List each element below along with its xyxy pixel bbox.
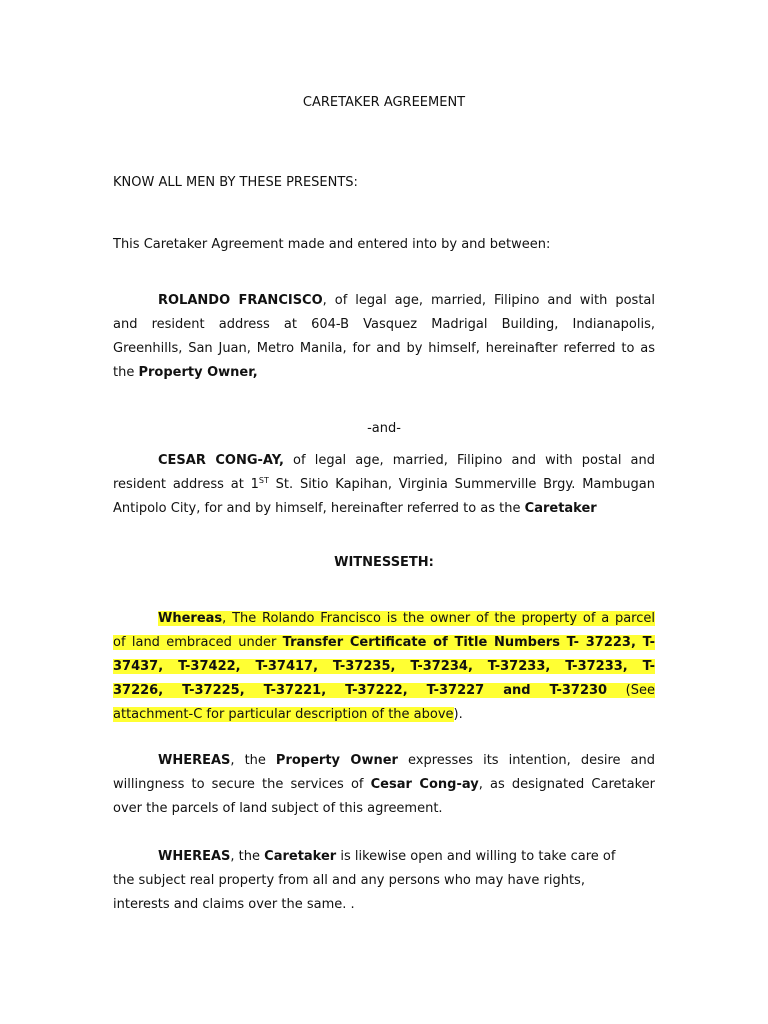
intro-line: This Caretaker Agreement made and entered into by and between: (113, 237, 551, 252)
caretaker-line-1: CESAR CONG-AY, of legal age, married, Filipino and with postal and (158, 453, 656, 468)
whereas2-line-3: over the parcels of land subject of this agreement. (113, 801, 443, 816)
owner-line-3: Greenhills, San Juan, Metro Manila, for and by himself, hereinafter referred to as (113, 341, 655, 356)
and-separator: -and- (367, 421, 401, 436)
owner-line-4: the Property Owner, (113, 365, 258, 380)
document-title: CARETAKER AGREEMENT (302, 95, 466, 110)
owner-name: ROLANDO FRANCISCO (158, 293, 323, 308)
caretaker-name: CESAR CONG-AY, (158, 453, 284, 468)
whereas1-line-3: 37437, T-37422, T-37417, T-37235, T-37234, T-37233, T-37233, T- (113, 659, 655, 674)
whereas3-line-1: WHEREAS, the Caretaker is likewise open and willing to take care of (158, 849, 616, 864)
whereas1-line-2: of land embraced under Transfer Certificate of Title Numbers T- 37223, T- (113, 635, 655, 650)
owner-line-1: ROLANDO FRANCISCO, of legal age, married, Filipino and with postal (158, 293, 655, 308)
whereas1-line-1: Whereas, The Rolando Francisco is the owner of the property of a parcel (158, 611, 655, 626)
caretaker-line-2: resident address at 1ST St. Sitio Kapihan, Virginia Summerville Brgy. Mambugan (113, 476, 655, 492)
whereas2-line-1: WHEREAS, the Property Owner expresses its intention, desire and (158, 753, 655, 768)
preamble: KNOW ALL MEN BY THESE PRESENTS: (113, 175, 358, 190)
witnesseth-heading: WITNESSETH: (334, 555, 434, 570)
whereas1-line-5: attachment-C for particular description of the above). (113, 707, 463, 722)
whereas3-line-2: the subject real property from all and any persons who may have rights, (113, 873, 585, 888)
caretaker-line-3: Antipolo City, for and by himself, hereinafter referred to as the Caretaker (113, 501, 597, 516)
whereas2-line-2: willingness to secure the services of Cesar Cong-ay, as designated Caretaker (113, 777, 655, 792)
owner-line-2: and resident address at 604-B Vasquez Madrigal Building, Indianapolis, (113, 317, 655, 332)
whereas1-line-4: 37226, T-37225, T-37221, T-37222, T-37227 and T-37230 (See (113, 683, 655, 698)
whereas3-line-3: interests and claims over the same. . (113, 897, 355, 912)
